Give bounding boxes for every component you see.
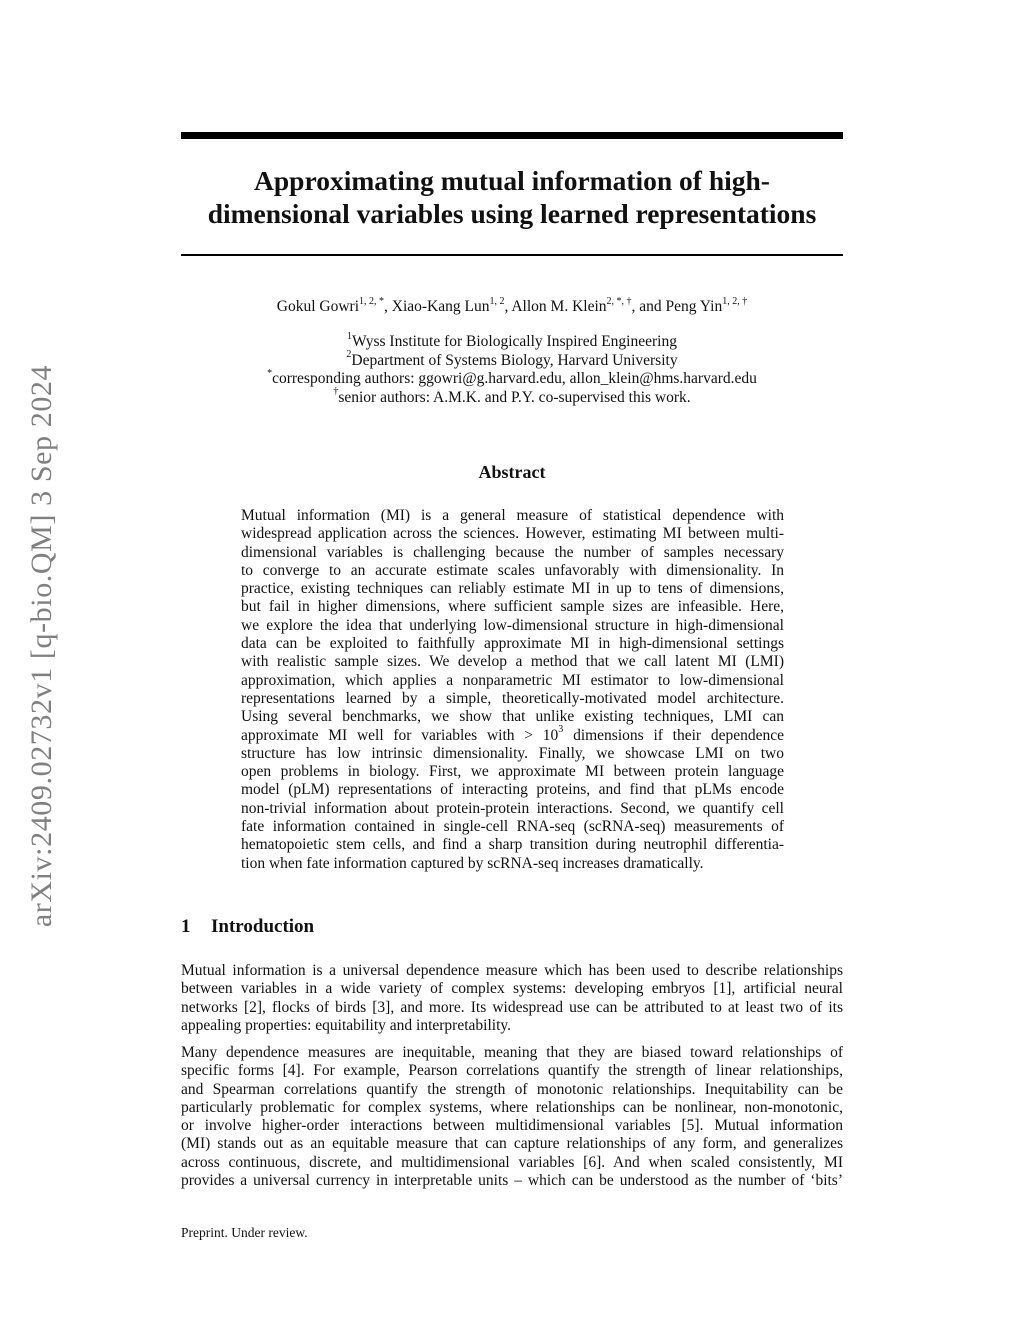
author-name: , and Peng Yin <box>631 298 723 315</box>
author-name: Gokul Gowri <box>276 298 359 315</box>
affiliation-marker: 2 <box>346 349 352 361</box>
paragraph-line: or involve higher-order interactions between multidimensional variables [5]. Mutual information <box>181 1117 843 1135</box>
abstract-line: non-trivial information about protein-protein interactions. Second, we quantify cell <box>241 799 784 817</box>
abstract-line: structure has low intrinsic dimensionality. Finally, we showcase LMI on two <box>241 744 784 762</box>
section-number: 1 <box>181 916 191 937</box>
abstract-line: tion when fate information captured by scRNA-seq increases dramatically. <box>241 854 704 872</box>
abstract-line: fate information contained in single-cell RNA-seq (scRNA-seq) measurements of <box>241 818 784 836</box>
corresponding-authors <box>181 367 843 389</box>
abstract-line: Mutual information (MI) is a general measure of statistical dependence with <box>241 507 784 524</box>
affiliation-2 <box>181 349 843 371</box>
abstract-line: representations learned by a simple, theoretically-motivated model architecture. <box>241 689 784 707</box>
paragraph-line: appealing properties: equitability and interpretability. <box>181 1016 511 1034</box>
author-affiliation-marker: 1, 2, † <box>722 295 748 307</box>
arxiv-identifier-text: arXiv:2409.02732v1 [q-bio.QM] 3 Sep 2024 <box>25 364 59 928</box>
exponent: 3 <box>558 724 564 736</box>
abstract-line: with realistic sample sizes. We develop a method that we call latent MI (LMI) <box>241 653 784 671</box>
affiliation-1 <box>181 330 843 352</box>
paragraph-line: provides a universal currency in interpretable units – which can be understood as the number of ‘bits’ <box>181 1172 843 1190</box>
title-top-rule <box>181 132 843 139</box>
abstract-line: to converge to an accurate estimate scales unfavorably with dimensionality. In <box>241 561 784 579</box>
abstract-line: model (pLM) representations of interacting proteins, and find that pLMs encode <box>241 781 784 799</box>
intro-paragraph-2 <box>181 1044 843 1190</box>
senior-authors-text: senior authors: A.M.K. and P.Y. co-supervised this work. <box>338 388 691 406</box>
intro-paragraph-1 <box>181 962 843 1035</box>
abstract-line <box>241 724 784 745</box>
title-bottom-rule <box>181 254 843 256</box>
abstract-line: approximation, which applies a nonparametric MI estimator to low-dimensional <box>241 671 784 689</box>
paper-title <box>181 164 843 230</box>
abstract-heading: Abstract <box>478 462 546 482</box>
paragraph-line: (MI) stands out as an equitable measure that can capture relationships of any form, and generalizes <box>181 1135 843 1153</box>
abstract-line-text: dimensions if their dependence <box>563 726 784 744</box>
author-list <box>181 297 843 317</box>
abstract-line: dimensional variables is challenging because the number of samples necessary <box>241 543 784 561</box>
abstract-line-text: approximate MI well for variables with > 10 <box>241 726 559 744</box>
arxiv-identifier <box>10 338 74 954</box>
abstract-line: hematopoietic stem cells, and find a sharp transition during neutrophil differentia- <box>241 836 784 854</box>
author-affiliation-marker: 1, 2, * <box>359 295 384 307</box>
abstract-line: but fail in higher dimensions, where sufficient sample sizes are infeasible. Here, <box>241 598 784 616</box>
paragraph-line: Many dependence measures are inequitable, meaning that they are biased toward relationships of <box>181 1044 843 1061</box>
abstract-line: Using several benchmarks, we show that unlike existing techniques, LMI can <box>241 708 784 726</box>
affiliation-marker: † <box>333 386 339 398</box>
section-title: Introduction <box>211 916 315 937</box>
affiliation-marker: 1 <box>347 330 353 342</box>
abstract-line: we explore the idea that underlying low-dimensional structure in high-dimensional <box>241 616 784 634</box>
affiliation-text: Wyss Institute for Biologically Inspired Engineering <box>352 333 677 350</box>
paragraph-line: particularly problematic for complex systems, where relationships can be nonlinear, non-monotonic, <box>181 1098 843 1116</box>
senior-authors <box>181 386 843 408</box>
corresponding-authors-text: corresponding authors: ggowri@g.harvard.edu, allon_klein@hms.harvard.edu <box>272 370 757 387</box>
author-name: , Xiao-Kang Lun <box>384 298 490 315</box>
paragraph-line: across continuous, discrete, and multidimensional variables [6]. And when scaled consistently, MI <box>181 1153 843 1171</box>
page-footer: Preprint. Under review. <box>181 1225 308 1240</box>
paragraph-line: Mutual information is a universal dependence measure which has been used to describe relationships <box>181 962 843 979</box>
section-heading <box>181 915 314 939</box>
abstract-body <box>241 507 784 873</box>
paragraph-line: between variables in a wide variety of complex systems: developing embryos [1], artificial neural <box>181 980 843 998</box>
abstract-line: practice, existing techniques can reliably estimate MI in up to tens of dimensions, <box>241 580 784 598</box>
paragraph-line: and Spearman correlations quantify the strength of monotonic relationships. Inequitability can be <box>181 1080 843 1098</box>
affiliation-marker: * <box>267 367 273 379</box>
abstract-line: data can be exploited to faithfully approximate MI in high-dimensional settings <box>241 635 784 653</box>
affiliation-text: Department of Systems Biology, Harvard University <box>351 351 678 369</box>
abstract-line: widespread application across the sciences. However, estimating MI between multi- <box>241 525 784 543</box>
title-line-2: dimensional variables using learned representations <box>207 198 817 229</box>
author-affiliation-marker: 2, *, † <box>606 295 632 307</box>
author-name: , Allon M. Klein <box>504 298 607 315</box>
author-affiliation-marker: 1, 2 <box>489 295 505 307</box>
paragraph-line: networks [2], flocks of birds [3], and more. Its widespread use can be attributed to at least two of its <box>181 998 843 1016</box>
affiliations <box>181 330 843 407</box>
title-line-1: Approximating mutual information of high- <box>254 165 770 196</box>
paragraph-line: specific forms [4]. For example, Pearson correlations quantify the strength of linear relationships, <box>181 1062 843 1080</box>
abstract-line: open problems in biology. First, we approximate MI between protein language <box>241 763 784 781</box>
